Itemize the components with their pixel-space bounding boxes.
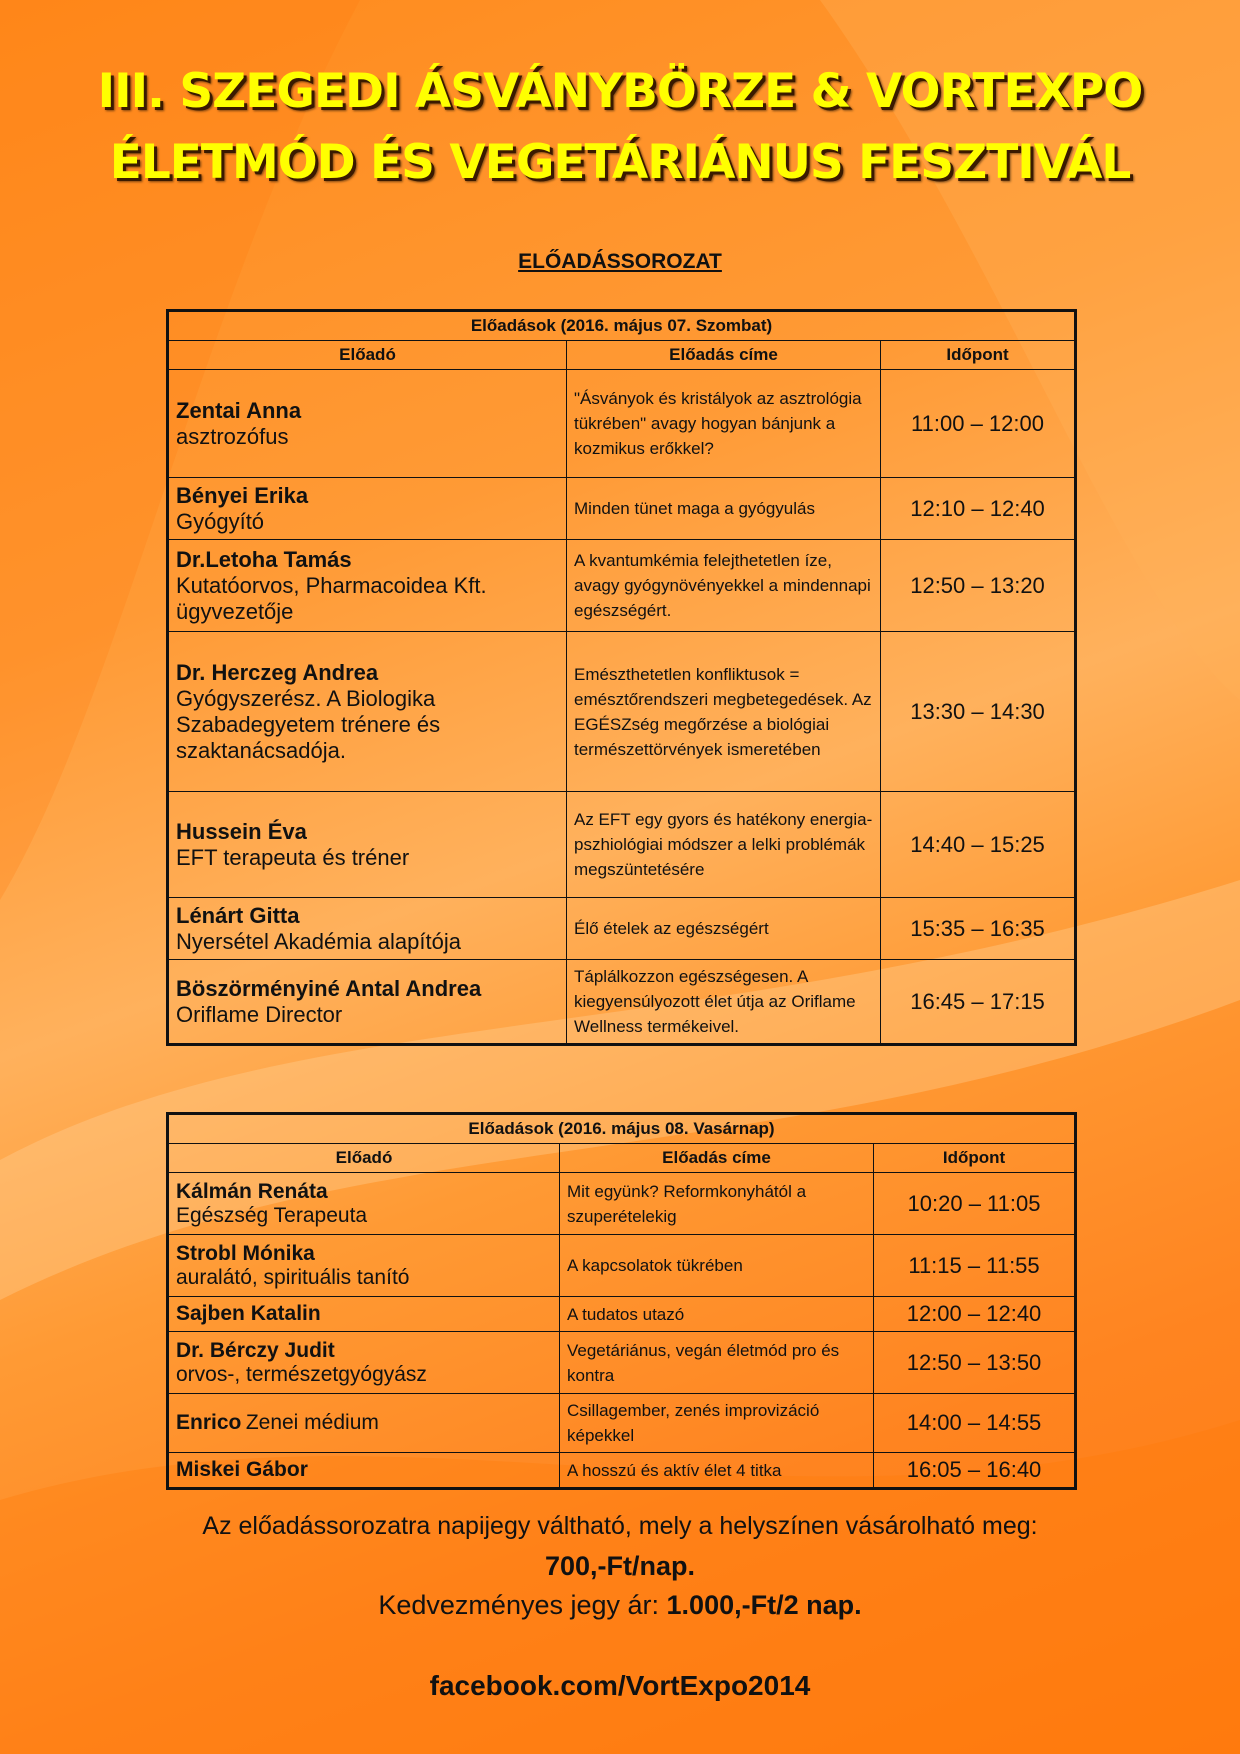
table-row bbox=[168, 1394, 1076, 1453]
table-body bbox=[168, 1173, 1076, 1489]
table-row bbox=[168, 370, 1076, 478]
speaker-cell bbox=[168, 1394, 560, 1453]
speaker-role: Gyógyító bbox=[176, 508, 265, 534]
column-header-time: Időpont bbox=[874, 1144, 1076, 1173]
speaker-role: EFT terapeuta és tréner bbox=[176, 844, 410, 870]
talk-title: Az EFT egy gyors és hatékony energia-pszhiológiai módszer a lelki problémák megszüntetésére bbox=[567, 792, 881, 898]
speaker-cell bbox=[168, 792, 567, 898]
table-row bbox=[168, 960, 1076, 1045]
table-row bbox=[168, 478, 1076, 540]
talk-title: A tudatos utazó bbox=[560, 1297, 874, 1332]
facebook-link[interactable]: facebook.com/VortExpo2014 bbox=[429, 1670, 811, 1701]
table-row bbox=[168, 1453, 1076, 1489]
talk-time: 14:40 – 15:25 bbox=[881, 792, 1076, 898]
speaker-role: orvos-, természetgyógyász bbox=[176, 1362, 427, 1386]
speaker-role: Oriflame Director bbox=[176, 1001, 343, 1027]
speaker-cell bbox=[168, 1297, 560, 1332]
speaker-name: Miskei Gábor bbox=[176, 1458, 308, 1481]
talk-time: 12:00 – 12:40 bbox=[874, 1297, 1076, 1332]
table-row bbox=[168, 1297, 1076, 1332]
talk-title: Táplálkozzon egészségesen. A kiegyensúlyozott élet útja az Oriflame Wellness termékeivel. bbox=[567, 960, 881, 1045]
speaker-name: Lénárt Gitta bbox=[176, 902, 300, 928]
speaker-cell bbox=[168, 960, 567, 1045]
speaker-name: Bényei Erika bbox=[176, 482, 309, 508]
talk-time: 11:00 – 12:00 bbox=[881, 370, 1076, 478]
table-row bbox=[168, 1173, 1076, 1235]
speaker-role: Kutatóorvos, Pharmacoidea Kft. ügyvezetője bbox=[176, 572, 487, 624]
table-caption: Előadások (2016. május 07. Szombat) bbox=[168, 311, 1076, 341]
column-header-title: Előadás címe bbox=[560, 1144, 874, 1173]
talk-title: Emészthetetlen konfliktusok = emésztőrendszeri megbetegedések. Az EGÉSZség megőrzése a biológiai természettörvények ismeretében bbox=[567, 632, 881, 792]
speaker-cell bbox=[168, 632, 567, 792]
table-caption: Előadások (2016. május 08. Vasárnap) bbox=[168, 1114, 1076, 1144]
talk-time: 10:20 – 11:05 bbox=[874, 1173, 1076, 1235]
talk-title: Élő ételek az egészségért bbox=[567, 898, 881, 960]
talk-time: 11:15 – 11:55 bbox=[874, 1235, 1076, 1297]
speaker-cell bbox=[168, 478, 567, 540]
discount-line bbox=[0, 1590, 1240, 1621]
talk-time: 14:00 – 14:55 bbox=[874, 1394, 1076, 1453]
talk-title: A kvantumkémia felejthetetlen íze, avagy gyógynövényekkel a mindennapi egészségért. bbox=[567, 540, 881, 632]
speaker-name: Böszörményiné Antal Andrea bbox=[176, 975, 482, 1001]
speaker-name: Zentai Anna bbox=[176, 397, 302, 423]
speaker-cell bbox=[168, 898, 567, 960]
title-line-2: ÉLETMÓD ÉS VEGETÁRIÁNUS FESZTIVÁL bbox=[109, 135, 1131, 190]
talk-time: 12:50 – 13:20 bbox=[881, 540, 1076, 632]
talk-time: 13:30 – 14:30 bbox=[881, 632, 1076, 792]
table-row bbox=[168, 540, 1076, 632]
speaker-role: Nyersétel Akadémia alapítója bbox=[176, 928, 461, 954]
talk-time: 16:05 – 16:40 bbox=[874, 1453, 1076, 1489]
daily-price: 700,-Ft/nap. bbox=[544, 1551, 696, 1581]
table-row bbox=[168, 792, 1076, 898]
schedule-table-saturday bbox=[166, 309, 1077, 1046]
talk-title: Vegetáriánus, vegán életmód pro és kontra bbox=[560, 1332, 874, 1394]
speaker-name: Dr.Letoha Tamás bbox=[176, 546, 352, 572]
ticket-info: Az előadássorozatra napijegy váltható, mely a helyszínen vásárolható meg: bbox=[202, 1512, 1038, 1540]
talk-title: A kapcsolatok tükrében bbox=[560, 1235, 874, 1297]
speaker-name: Hussein Éva bbox=[176, 818, 307, 844]
speaker-role: auralátó, spirituális tanító bbox=[176, 1265, 410, 1289]
table-row bbox=[168, 1332, 1076, 1394]
talk-time: 12:50 – 13:50 bbox=[874, 1332, 1076, 1394]
speaker-cell bbox=[168, 1173, 560, 1235]
speaker-name: Dr. Bérczy Judit bbox=[176, 1338, 335, 1362]
column-header-speaker: Előadó bbox=[168, 341, 567, 370]
talk-title: A hosszú és aktív élet 4 titka bbox=[560, 1453, 874, 1489]
speaker-name: Enrico bbox=[176, 1411, 242, 1434]
speaker-role: Gyógyszerész. A Biologika Szabadegyetem trénere és szaktanácsadója. bbox=[176, 685, 441, 763]
talk-title: Mit együnk? Reformkonyhától a szuperételekig bbox=[560, 1173, 874, 1235]
discount-price: 1.000,-Ft/2 nap. bbox=[666, 1590, 862, 1620]
speaker-name: Strobl Mónika bbox=[176, 1241, 315, 1265]
speaker-role: asztrozófus bbox=[176, 423, 289, 449]
table-body bbox=[168, 370, 1076, 1045]
schedule-table-sunday bbox=[166, 1112, 1077, 1490]
speaker-name: Sajben Katalin bbox=[176, 1302, 321, 1325]
speaker-role: Egészség Terapeuta bbox=[176, 1203, 368, 1227]
table-row bbox=[168, 632, 1076, 792]
table-row bbox=[168, 1235, 1076, 1297]
series-heading: ELŐADÁSSOROZAT bbox=[518, 250, 722, 273]
talk-title: Minden tünet maga a gyógyulás bbox=[567, 478, 881, 540]
speaker-cell bbox=[168, 1235, 560, 1297]
speaker-cell bbox=[168, 540, 567, 632]
speaker-cell bbox=[168, 370, 567, 478]
talk-time: 16:45 – 17:15 bbox=[881, 960, 1076, 1045]
speaker-cell bbox=[168, 1453, 560, 1489]
column-header-speaker: Előadó bbox=[168, 1144, 560, 1173]
talk-title: "Ásványok és kristályok az asztrológia tükrében" avagy hogyan bánjunk a kozmikus erőkkel? bbox=[567, 370, 881, 478]
column-header-time: Időpont bbox=[881, 341, 1076, 370]
discount-label: Kedvezményes jegy ár: bbox=[378, 1590, 660, 1620]
talk-title: Csillagember, zenés improvizáció képekkel bbox=[560, 1394, 874, 1453]
talk-time: 15:35 – 16:35 bbox=[881, 898, 1076, 960]
speaker-name: Dr. Herczeg Andrea bbox=[176, 659, 379, 685]
speaker-name: Kálmán Renáta bbox=[176, 1179, 328, 1203]
title-line-1: III. SZEGEDI ÁSVÁNYBÖRZE & VORTEXPO bbox=[97, 64, 1143, 119]
talk-time: 12:10 – 12:40 bbox=[881, 478, 1076, 540]
speaker-cell bbox=[168, 1332, 560, 1394]
column-header-title: Előadás címe bbox=[567, 341, 881, 370]
table-row bbox=[168, 898, 1076, 960]
speaker-role: Zenei médium bbox=[245, 1411, 379, 1434]
